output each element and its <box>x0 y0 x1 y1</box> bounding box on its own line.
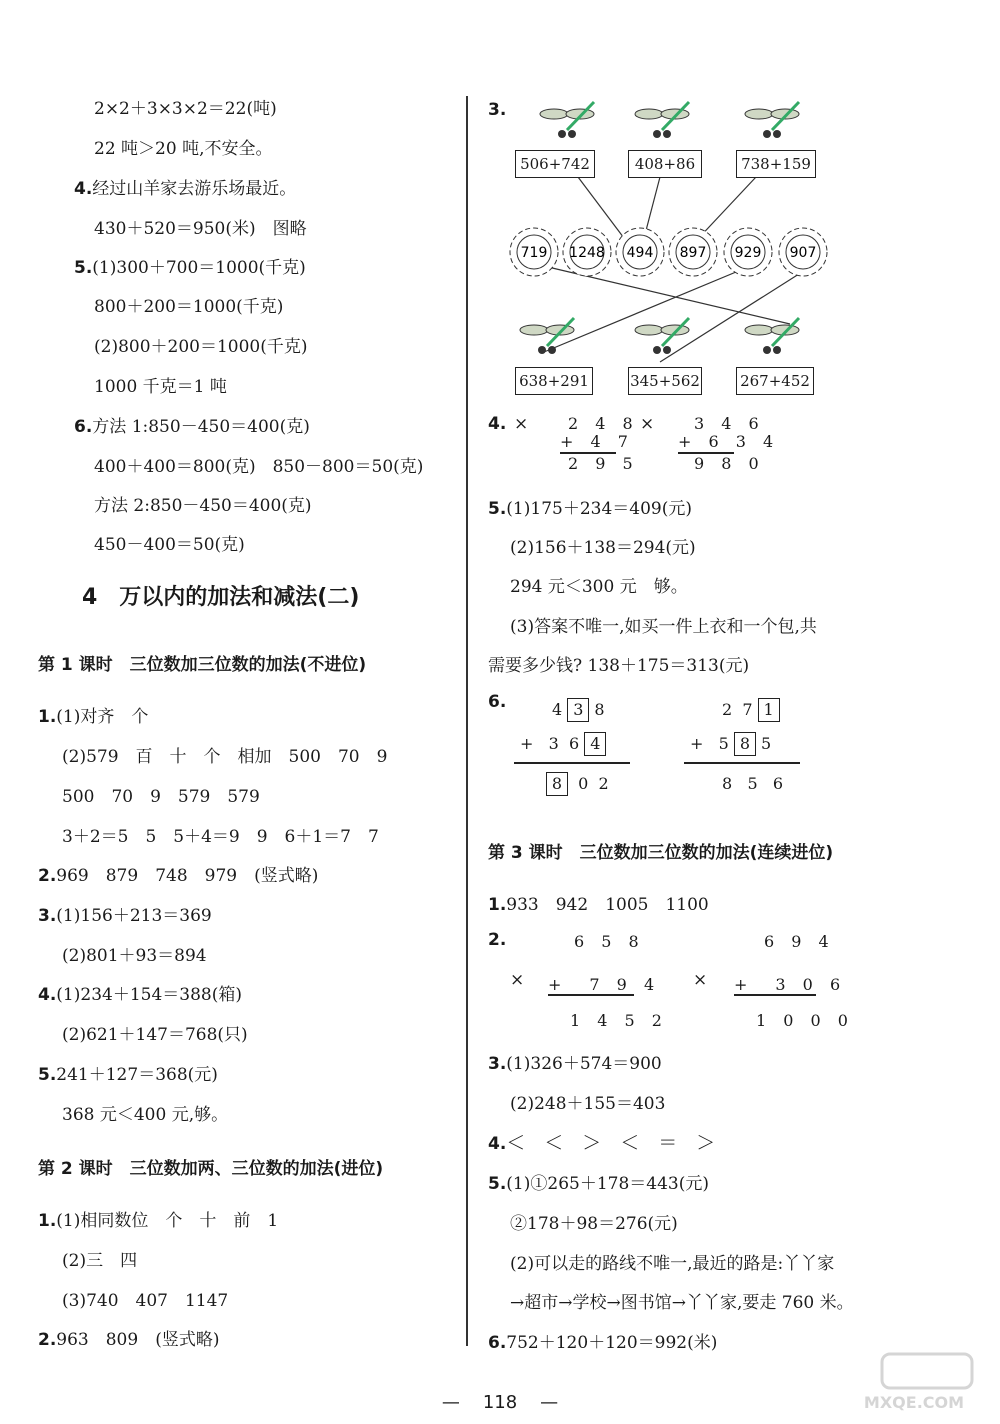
text: (1)相同数位 个 十 前 1 <box>56 1211 279 1231</box>
dragonfly-matching-diagram <box>500 92 830 402</box>
digit: 5 <box>718 734 729 753</box>
question-number: 5. <box>488 1174 507 1194</box>
question-4 <box>74 174 296 199</box>
chapter-title: 4 万以内的加法和减法(二) <box>82 585 360 610</box>
text-line: 450－400＝50(克) <box>94 535 245 555</box>
watermark-icon <box>852 1352 982 1414</box>
page-number: 118 <box>482 1392 518 1413</box>
vertical-calc-sum: 2 9 5 <box>568 454 639 473</box>
text-line: 430＋520＝950(米) 图略 <box>94 219 307 239</box>
text-line: →超市→学校→图书馆→丫丫家,要走 760 米。 <box>510 1293 854 1313</box>
text-line: ②178＋98＝276(元) <box>510 1214 678 1234</box>
flower-value: 719 <box>520 245 548 261</box>
text-line: (2)579 百 十 个 相加 500 70 9 <box>62 747 388 767</box>
filled-box: 8 <box>546 772 568 796</box>
watermark-logo <box>852 1352 982 1414</box>
question-2r-number: 2. <box>488 930 507 950</box>
question-2 <box>38 861 318 886</box>
vertical-calc-top: 2 4 8 <box>568 414 639 433</box>
text: (1)234＋154＝388(箱) <box>56 985 242 1005</box>
question-number: 1. <box>38 707 57 727</box>
digit: 6 <box>569 734 580 753</box>
expression-box: 738+159 <box>736 150 816 178</box>
text-line: 1000 千克＝1 吨 <box>94 377 227 397</box>
vertical-calc-sum: 1 0 0 0 <box>756 1011 854 1030</box>
text-line: (3)740 407 1147 <box>62 1291 229 1311</box>
text-line: (2)三 四 <box>62 1251 138 1271</box>
text-line: 2×2＋3×3×2＝22(吨) <box>94 99 277 119</box>
text: 方法 1:850－450＝400(克) <box>92 417 310 437</box>
wrong-mark: × <box>514 414 529 434</box>
text-line: 需要多少钱? 138＋175＝313(元) <box>488 656 750 676</box>
sum-rule <box>684 762 800 764</box>
wrong-mark: × <box>640 414 655 434</box>
text: ＜ ＜ ＞ ＜ ＝ ＞ <box>506 1132 716 1154</box>
vertical-calc-sum: 1 4 5 2 <box>570 1011 668 1030</box>
text-line: 400＋400＝800(克) 850－800＝50(克) <box>94 457 424 477</box>
footer-dash: — <box>441 1392 460 1413</box>
text-line: 3＋2＝5 5 5＋4＝9 9 6＋1＝7 7 <box>62 827 379 847</box>
text: (1)300＋700＝1000(千克) <box>92 258 306 278</box>
text: (1)175＋234＝409(元) <box>506 499 692 519</box>
vertical-calc-addend: + 7 9 4 <box>548 975 661 994</box>
text-line: 800＋200＝1000(千克) <box>94 297 284 317</box>
digit: 0 <box>578 774 589 793</box>
flower-value: 907 <box>789 245 817 261</box>
digit: 8 <box>722 774 733 793</box>
question-1r <box>488 890 709 915</box>
question-number: 1. <box>38 1211 57 1231</box>
flower-value: 494 <box>626 245 654 261</box>
column-divider <box>466 96 468 1346</box>
question-number: 1. <box>488 895 507 915</box>
sum-rule <box>734 994 816 996</box>
lesson-title: 第 1 课时 三位数加三位数的加法(不进位) <box>38 655 367 675</box>
dragonfly-icon <box>520 318 574 354</box>
question-6r <box>488 1328 717 1353</box>
question-number: 6. <box>488 1333 507 1353</box>
vertical-calc-sum: 9 8 0 <box>694 454 765 473</box>
question-number: 5. <box>74 258 93 278</box>
text: (1)156＋213＝369 <box>56 906 212 926</box>
wrong-mark: × <box>693 970 708 990</box>
question-1c <box>38 1206 278 1231</box>
question-3 <box>38 901 212 926</box>
text-line: 294 元＜300 元 够。 <box>510 577 688 597</box>
digit: 4 <box>552 700 563 719</box>
vertical-calc-top: 3 4 6 <box>694 414 765 433</box>
question-4-number: 4. <box>488 414 507 434</box>
question-number: 3. <box>38 906 57 926</box>
text-line: 500 70 9 579 579 <box>62 787 260 807</box>
text: 933 942 1005 1100 <box>506 895 709 915</box>
digit: 7 <box>742 700 753 719</box>
filled-box: 3 <box>567 698 589 722</box>
sum-rule <box>514 762 630 764</box>
expression-box: 506+742 <box>515 150 595 178</box>
vertical-calc-addend: + 3 0 6 <box>734 975 847 994</box>
text-line: (2)621＋147＝768(只) <box>62 1025 248 1045</box>
expression-box: 345+562 <box>628 367 702 395</box>
text-line: 22 吨＞20 吨,不安全。 <box>94 139 273 159</box>
lesson-title: 第 3 课时 三位数加三位数的加法(连续进位) <box>488 843 834 863</box>
text-line: 方法 2:850－450＝400(克) <box>94 496 312 516</box>
text: 经过山羊家去游乐场最近。 <box>92 179 297 199</box>
flower-value: 897 <box>679 245 707 261</box>
question-6 <box>74 412 310 437</box>
question-5 <box>74 253 306 278</box>
lesson-title: 第 2 课时 三位数加两、三位数的加法(进位) <box>38 1159 384 1179</box>
sum-rule <box>548 994 634 996</box>
digit: 6 <box>772 774 784 793</box>
text: (1)对齐 个 <box>56 707 149 727</box>
question-number: 5. <box>488 499 507 519</box>
question-number: 6. <box>74 417 93 437</box>
flower-icon <box>616 228 664 276</box>
filled-box: 8 <box>734 732 756 756</box>
dragonfly-icon <box>540 102 594 138</box>
question-1 <box>38 702 148 727</box>
filled-box: 1 <box>758 698 780 722</box>
text-line: (2)156＋138＝294(元) <box>510 538 696 558</box>
dragonfly-icon <box>745 318 799 354</box>
text-line: (2)可以走的路线不唯一,最近的路是:丫丫家 <box>510 1254 835 1274</box>
vertical-calc-addend: + 4 7 <box>560 432 634 451</box>
filled-box: 4 <box>584 732 606 756</box>
question-5b <box>38 1060 218 1085</box>
question-number: 4. <box>488 1134 507 1154</box>
digit: 5 <box>747 774 758 793</box>
page-footer <box>0 1392 1000 1413</box>
question-6-number: 6. <box>488 692 507 712</box>
question-3-number: 3. <box>488 100 507 120</box>
text: 752＋120＋120＝992(米) <box>506 1333 718 1353</box>
question-5r <box>488 494 692 519</box>
text: 963 809 (竖式略) <box>56 1330 220 1350</box>
question-2c <box>38 1325 219 1350</box>
flower-icon <box>669 228 717 276</box>
flower-icon <box>779 228 827 276</box>
text-line: (2)801＋93＝894 <box>62 946 207 966</box>
vertical-calc-top: 6 5 8 <box>574 932 645 951</box>
flower-icon <box>563 228 611 276</box>
flower-icon <box>510 228 558 276</box>
digit: 3 <box>548 734 559 753</box>
question-number: 2. <box>38 866 57 886</box>
question-4r <box>488 1128 715 1155</box>
match-line <box>660 267 810 362</box>
digit: 5 <box>761 734 772 753</box>
question-number: 4. <box>74 179 93 199</box>
text-line: (3)答案不唯一,如买一件上衣和一个包,共 <box>510 617 817 637</box>
text: (1)①265＋178＝443(元) <box>506 1174 709 1194</box>
question-number: 3. <box>488 1054 507 1074</box>
vertical-calc-addend: + 6 3 4 <box>678 432 780 451</box>
vertical-calc-top: 6 9 4 <box>764 932 835 951</box>
digit: 2 <box>598 774 609 793</box>
question-number: 2. <box>38 1330 57 1350</box>
expression-box: 638+291 <box>515 367 593 395</box>
digit: 2 <box>722 700 733 719</box>
footer-dash: — <box>540 1392 559 1413</box>
question-number: 5. <box>38 1065 57 1085</box>
expression-box: 408+86 <box>628 150 702 178</box>
flower-value: 929 <box>734 245 762 261</box>
question-4b <box>38 980 242 1005</box>
answer-page: 2×2＋3×3×2＝22(吨) 22 吨＞20 吨,不安全。 4.经过山羊家去游乐场最近。 430＋520＝950(米) 图略 5.(1)300＋700＝1000(千克) 800＋200＝1000(千克) (2)800＋200＝1000(千克) 1000 千克＝1 吨 6.方法 1:850－450＝400(克) 400＋400＝800(克) 850－800＝50(克) 方法 2:850－450＝400(克) 450－400＝50(克) 4 万以内的加法和减法(二) 第 1 课时 三位数加三位数的加法(不进位) 1.(1)对齐 个 (2)579 百 十 个 相加 500 70 9 500 70 9 579 579 3＋2＝5 5 5＋4＝9 9 6＋1＝7 7 2.969 879 748 979 (竖式略) 3.(1)156＋213＝369 (2)801＋93＝894 4.(1)234＋154＝388(箱) (2)621＋147＝768(只) 5.241＋127＝368(元) 368 元＜400 元,够。 第 2 课时 三位数加两、三位数的加法(进位) 1.(1)相同数位 个 十 前 1 (2)三 四 (3)740 407 1147 2.963 809 (竖式略) 3. 719 1248 494 897 929 907 506+742 408+86 738+159 638+291 345+562 267+452 4. × 2 4 8 + 4 7 2 9 5 × 3 4 6 + 6 3 4 9 8 0 5.(1)175＋234＝409(元) (2)156＋138＝294(元) 294 元＜300 元 够。 (3)答案不唯一,如买一件上衣和一个包,共 需要多少钱? 138＋175＝313(元) 6. 4 3 8 + 3 6 4 8 0 2 2 7 1 + 5 8 5 8 5 6 第 3 课时 三位数加三位数的加法(连续进位) 1.933 942 1005 1100 2. 6 5 8 × + 7 9 4 1 4 5 2 6 9 4 × + 3 0 6 1 0 0 0 3.(1)326＋574＝900 (2)248＋155＝403 4.＜ ＜ ＞ ＜ ＝ ＞ 5.(1)①265＋178＝443(元) ②178＋98＝276(元) (2)可以走的路线不唯一,最近的路是:丫丫家 →超市→学校→图书馆→丫丫家,要走 760 米。 6.752＋120＋120＝992(米) — 118 — MXQE.COM <box>0 0 1000 1424</box>
flower-icon <box>724 228 772 276</box>
question-number: 4. <box>38 985 57 1005</box>
dragonfly-icon <box>745 102 799 138</box>
text: (1)326＋574＝900 <box>506 1054 662 1074</box>
dragonfly-icon <box>635 102 689 138</box>
text: 241＋127＝368(元) <box>56 1065 218 1085</box>
question-3r <box>488 1049 662 1074</box>
text-line: 368 元＜400 元,够。 <box>62 1105 229 1125</box>
flower-value: 1248 <box>569 245 605 261</box>
question-5r2 <box>488 1169 709 1194</box>
text: 969 879 748 979 (竖式略) <box>56 866 319 886</box>
wrong-mark: × <box>510 970 525 990</box>
text-line: (2)800＋200＝1000(千克) <box>94 337 308 357</box>
text-line: (2)248＋155＝403 <box>510 1094 666 1114</box>
expression-box: 267+452 <box>736 367 814 395</box>
digit: 8 <box>594 700 605 719</box>
watermark-text: MXQE.COM <box>863 1393 965 1412</box>
match-line <box>544 267 748 352</box>
